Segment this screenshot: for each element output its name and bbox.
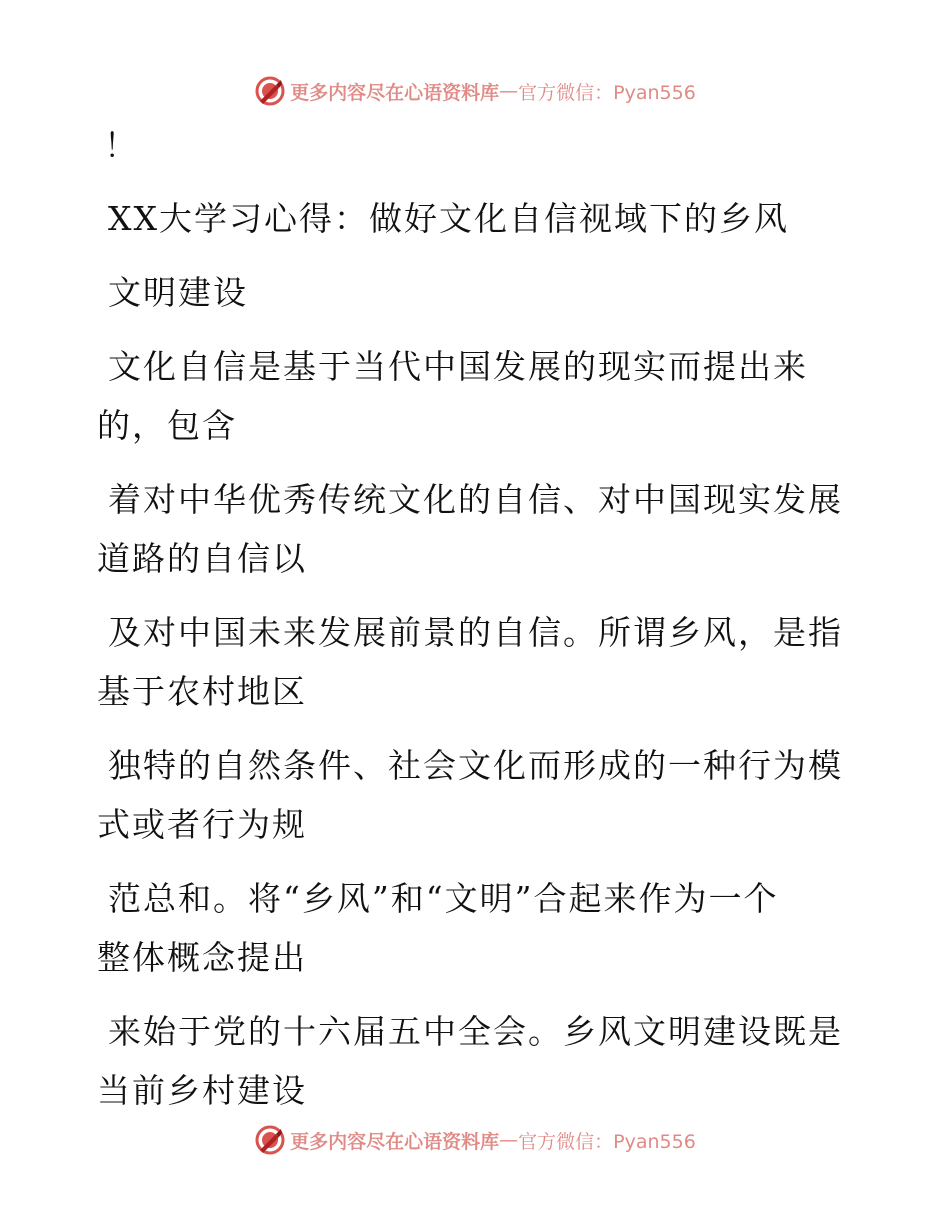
body-line-3: 文明建设	[108, 273, 248, 312]
body-line-15: 当前乡村建设	[97, 1071, 307, 1110]
footer-dash: —	[499, 1129, 519, 1151]
body-line-9: 基于农村地区	[97, 672, 307, 711]
header-banner	[0, 71, 950, 111]
header-site-text: 更多内容尽在心语资料库	[290, 81, 500, 104]
body-line-7: 道路的自信以	[97, 539, 307, 578]
footer-banner	[0, 1120, 950, 1160]
body-line-8: 及对中国未来发展前景的自信。所谓乡风，是指	[108, 613, 843, 652]
body-line-10: 独特的自然条件、社会文化而形成的一种行为模	[108, 746, 843, 785]
body-line-12: 范总和。将“乡风”和“文明”合起来作为一个	[108, 879, 779, 918]
body-line-2: XX大学习心得：做好文化自信视域下的乡风	[108, 199, 789, 238]
footer-wechat-text: 官方微信：Pyan556	[518, 1130, 696, 1153]
body-line-14: 来始于党的十六届五中全会。乡风文明建设既是	[108, 1012, 843, 1051]
body-line-4: 文化自信是基于当代中国发展的现实而提出来	[108, 347, 808, 386]
header-wechat-text: 官方微信：Pyan556	[518, 81, 696, 104]
body-line-11: 式或者行为规	[97, 805, 307, 844]
body-line-1: ！	[104, 126, 139, 165]
body-line-6: 着对中华优秀传统文化的自信、对中国现实发展	[108, 480, 843, 519]
pen-logo-icon	[254, 1124, 286, 1156]
body-line-13: 整体概念提出	[97, 938, 307, 977]
header-dash: —	[499, 80, 519, 102]
body-line-5: 的，包含	[97, 406, 237, 445]
footer-site-text: 更多内容尽在心语资料库	[290, 1130, 500, 1153]
pen-logo-icon	[254, 75, 286, 107]
